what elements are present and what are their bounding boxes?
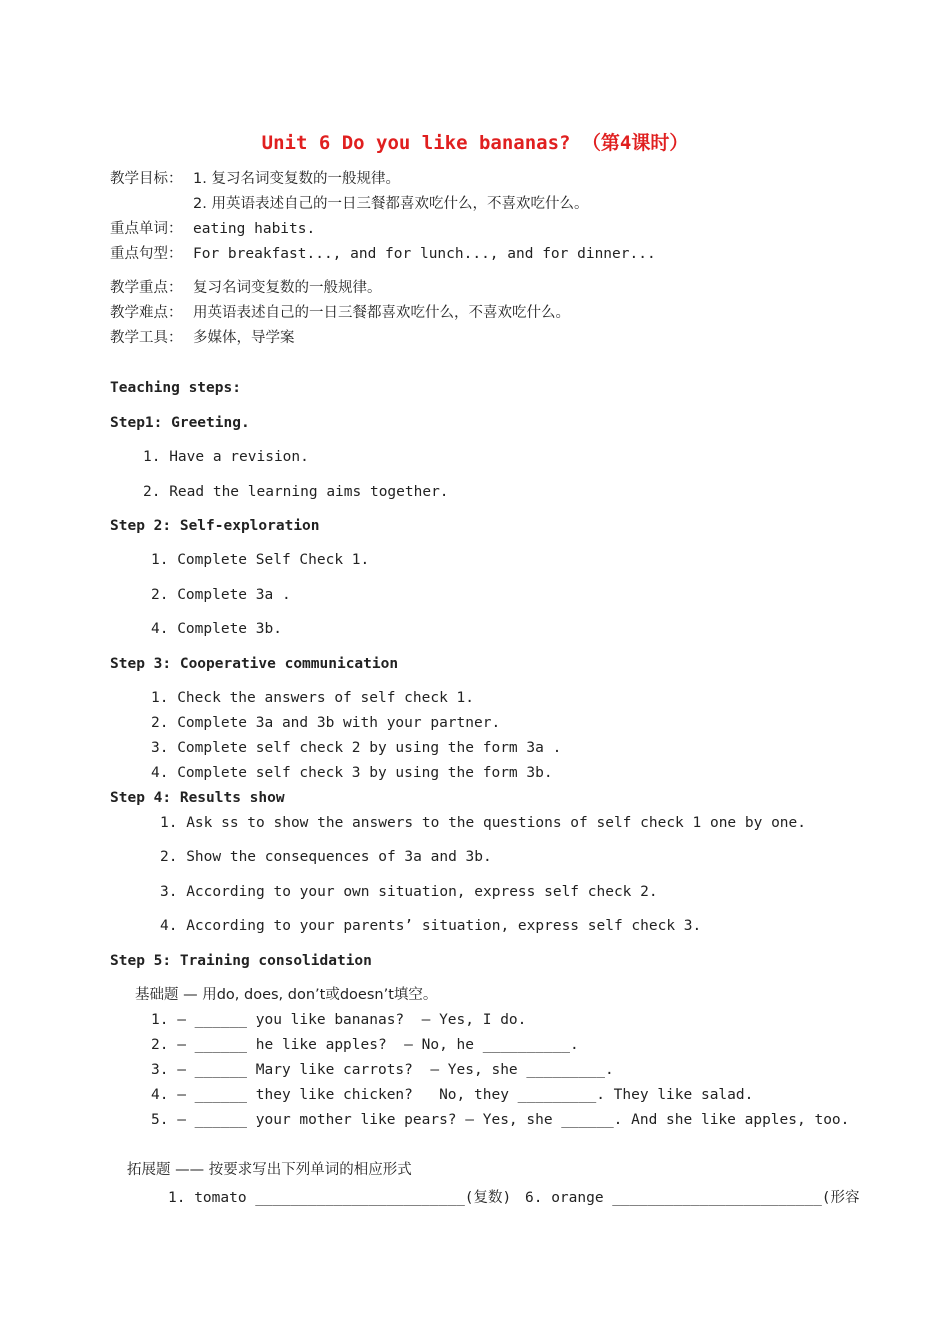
step2-heading: Step 2: Self-exploration — [110, 518, 320, 534]
step3-heading: Step 3: Cooperative communication — [110, 656, 399, 672]
step4-heading: Step 4: Results show — [110, 790, 285, 806]
key-point: 复习名词变复数的一般规律。 — [193, 280, 382, 296]
basic-exercise-item: 2. — ______ he like apples? — No, he __________. — [151, 1037, 579, 1053]
words-label: 重点单词： — [110, 221, 183, 237]
teaching-steps-heading: Teaching steps: — [110, 380, 241, 396]
step2-item: 4. Complete 3b. — [151, 621, 282, 637]
step1-item: 2. Read the learning aims together. — [143, 484, 449, 500]
basic-exercise-item: 4. — ______ they like chicken? No, they _________. They like salad. — [151, 1087, 754, 1103]
step1-heading: Step1: Greeting. — [110, 415, 250, 431]
sentences-label: 重点句型： — [110, 246, 183, 262]
step3-item: 1. Check the answers of self check 1. — [151, 690, 475, 706]
step2-item: 2. Complete 3a . — [151, 587, 291, 603]
difficulty-label: 教学难点： — [110, 305, 183, 321]
step2-item: 1. Complete Self Check 1. — [151, 552, 370, 568]
document-title: Unit 6 Do you like bananas? （第4课时） — [261, 132, 689, 154]
extension-item-6: 6. orange ________________________(形容 — [525, 1190, 860, 1206]
step4-item: 2. Show the consequences of 3a and 3b. — [160, 849, 492, 865]
key-words: eating habits. — [193, 221, 316, 237]
step4-item: 3. According to your own situation, express self check 2. — [160, 884, 658, 900]
step5-heading: Step 5: Training consolidation — [110, 953, 372, 969]
step4-item: 1. Ask ss to show the answers to the questions of self check 1 one by one. — [160, 815, 807, 831]
key-label: 教学重点： — [110, 280, 183, 296]
extension-item-1: 1. tomato ________________________(复数) — [168, 1190, 512, 1206]
basic-exercise-item: 3. — ______ Mary like carrots? — Yes, she _________. — [151, 1062, 614, 1078]
tools: 多媒体，导学案 — [193, 330, 295, 346]
tools-label: 教学工具： — [110, 330, 183, 346]
step1-item: 1. Have a revision. — [143, 449, 309, 465]
step3-item: 3. Complete self check 2 by using the form 3a . — [151, 740, 562, 756]
basic-exercise-title: 基础题 — 用do, does, don’t或doesn’t填空。 — [135, 987, 438, 1003]
basic-exercise-item: 5. — ______ your mother like pears? — Yes, she ______. And she like apples, too. — [151, 1112, 850, 1128]
basic-exercise-item: 1. — ______ you like bananas? — Yes, I do. — [151, 1012, 527, 1028]
goal-1: 1. 复习名词变复数的一般规律。 — [193, 171, 400, 187]
goal-label: 教学目标： — [110, 171, 183, 187]
goal-2: 2. 用英语表述自己的一日三餐都喜欢吃什么，不喜欢吃什么。 — [193, 196, 589, 212]
key-sentences: For breakfast..., and for lunch..., and for dinner... — [193, 246, 656, 262]
step3-item: 4. Complete self check 3 by using the form 3b. — [151, 765, 553, 781]
step4-item: 4. According to your parents’ situation, express self check 3. — [160, 918, 702, 934]
step3-item: 2. Complete 3a and 3b with your partner. — [151, 715, 501, 731]
extension-exercise-title: 拓展题 —— 按要求写出下列单词的相应形式 — [127, 1162, 412, 1178]
difficulty-point: 用英语表述自己的一日三餐都喜欢吃什么，不喜欢吃什么。 — [193, 305, 570, 321]
